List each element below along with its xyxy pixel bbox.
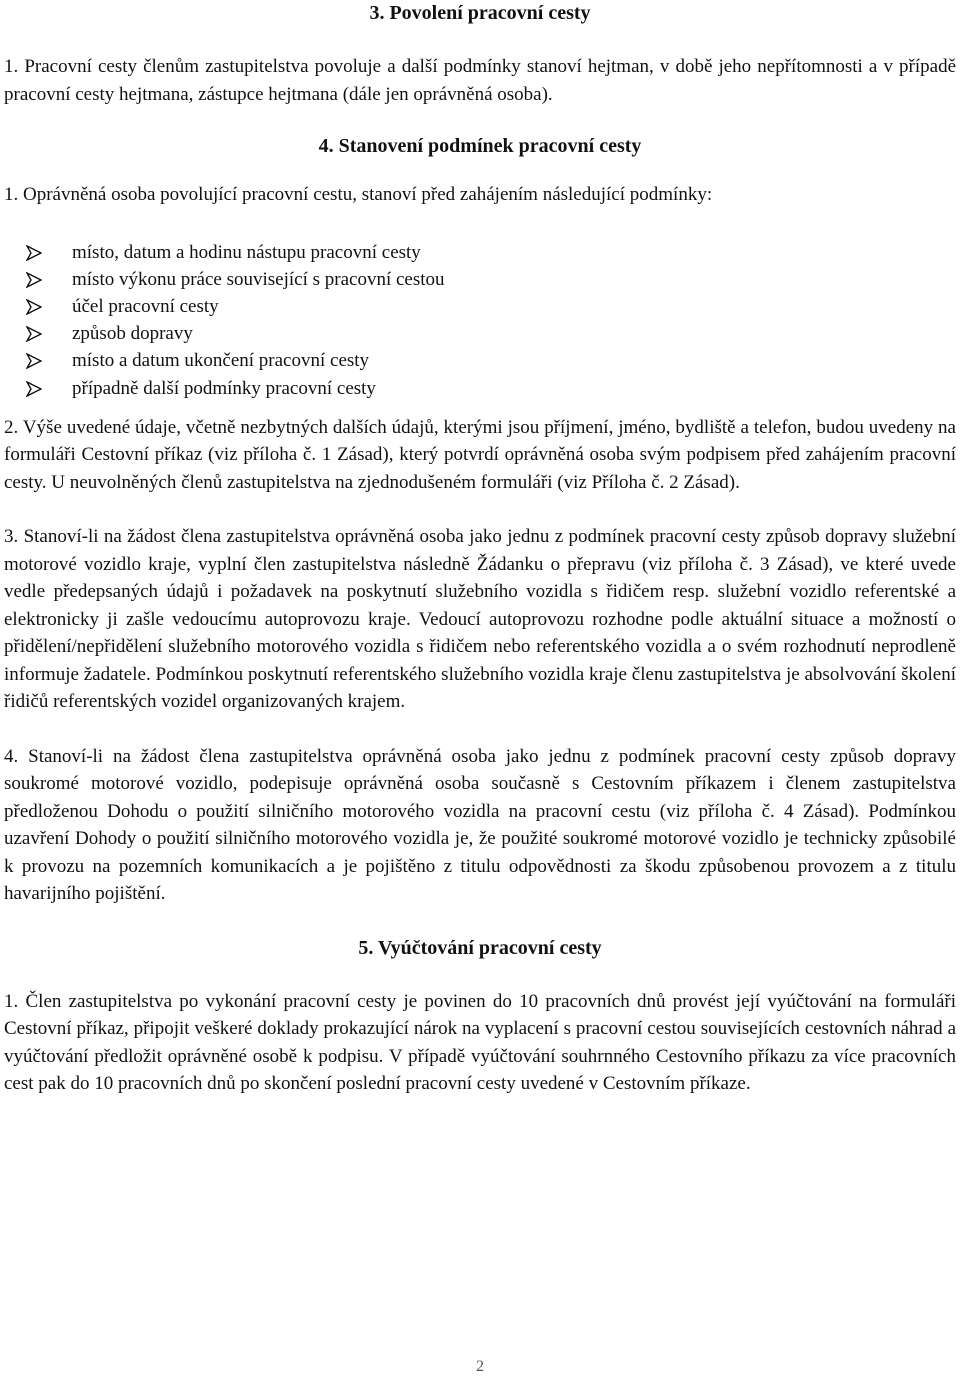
section-4-paragraph-2: 2. Výše uvedené údaje, včetně nezbytných dalších údajů, kterými jsou příjmení, jméno, bydliště a telefon, budou uvedeny na formuláři Cestovní příkaz (viz příloha č. 1 Zásad), který potvrdí oprávněná osoba svým podpisem před zahájením pracovní cesty. U neuvolněných členů zastupitelstva na zjednodušeném formuláři (viz Příloha č. 2 Zásad).: [4, 416, 956, 493]
list-item: [4, 266, 956, 293]
list-item: [4, 293, 956, 320]
list-item-text: účel pracovní cesty: [72, 295, 219, 317]
arrowhead-bullet-icon: [26, 299, 42, 315]
arrowhead-bullet-icon: [26, 353, 42, 369]
section-4-heading: 4. Stanovení podmínek pracovní cesty: [318, 135, 642, 157]
section-3-heading: 3. Povolení pracovní cesty: [369, 2, 591, 24]
section-5-heading: 5. Vyúčtování pracovní cesty: [358, 936, 602, 959]
list-item-text: místo, datum a hodinu nástupu pracovní cesty: [72, 241, 421, 263]
arrowhead-bullet-icon: [26, 381, 42, 397]
section-4-paragraph-4: 4. Stanoví-li na žádost člena zastupitelstva oprávněná osoba jako jednu z podmínek pracovní cesty způsob dopravy soukromé motorové vozidlo, podepisuje oprávněná osoba současně s Cestovním příkazem i členem zastupitelstva předloženou Dohodu o použití silničního motorového vozidla na pracovní cestu (viz příloha č. 4 Zásad). Podmínkou uzavření Dohody o použití silničního motorového vozidla je, že použité soukromé motorové vozidlo je technicky způsobilé k provozu na pozemních komunikacích a je pojištěno z titulu odpovědnosti za škodu způsobenou provozem a z titulu havarijního pojištění.: [4, 745, 956, 905]
list-item: [4, 239, 956, 266]
list-item: [4, 320, 956, 347]
list-item-text: případně další podmínky pracovní cesty: [72, 377, 376, 399]
arrowhead-bullet-icon: [26, 245, 42, 261]
arrowhead-bullet-icon: [26, 272, 42, 288]
list-item: [4, 375, 956, 402]
section-4-paragraph-1: 1. Oprávněná osoba povolující pracovní cestu, stanoví před zahájením následující podmínky:: [4, 184, 713, 205]
list-item-text: místo výkonu práce související s pracovní cestou: [72, 268, 445, 290]
section-3-paragraph-1: 1. Pracovní cesty členům zastupitelstva povoluje a další podmínky stanoví hejtman, v době jeho nepřítomnosti a v případě pracovní cesty hejtmana, zástupce hejtmana (dále jen oprávněná osoba).: [4, 56, 956, 105]
section-4-paragraph-3: 3. Stanoví-li na žádost člena zastupitelstva oprávněná osoba jako jednu z podmínek pracovní cesty způsob dopravy služební motorové vozidlo kraje, vyplní člen zastupitelstva následně Žádanku o přepravu (viz příloha č. 3 Zásad), ve které uvede vedle předepsaných údajů i požadavek na poskytnutí služebního vozidla s řidičem resp. služební vozidlo referentské a elektronicky ji zašle vedoucímu autoprovozu kraje. Vedoucí autoprovozu rozhodne podle aktuální situace a možností o přidělení/nepřidělení služebního motorového vozidla s řidičem nebo referentského vozidla a o svém rozhodnutí neprodleně informuje žadatele. Podmínkou poskytnutí referentského služebního vozidla kraje členu zastupitelstva je absolvování školení řidičů referentských vozidel organizovaných krajem.: [4, 526, 956, 713]
conditions-list: [4, 239, 956, 402]
document-page: [4, 0, 956, 1098]
page-number: 2: [476, 1358, 484, 1375]
list-item-text: místo a datum ukončení pracovní cesty: [72, 350, 370, 372]
section-5-paragraph-1: 1. Člen zastupitelstva po vykonání pracovní cesty je povinen do 10 pracovních dnů provést její vyúčtování na formuláři Cestovní příkaz, připojit veškeré doklady prokazující nárok na vyplacení s pracovní cestou souvisejících cestovních náhrad a vyúčtování předložit oprávněné osobě k podpisu. V případě vyúčtování souhrnného Cestovního příkazu za více pracovních cest pak do 10 pracovních dnů po skončení poslední pracovní cesty uvedené v Cestovním příkaze.: [4, 990, 956, 1095]
list-item-text: způsob dopravy: [72, 323, 193, 345]
arrowhead-bullet-icon: [26, 326, 42, 342]
list-item: [4, 347, 956, 374]
